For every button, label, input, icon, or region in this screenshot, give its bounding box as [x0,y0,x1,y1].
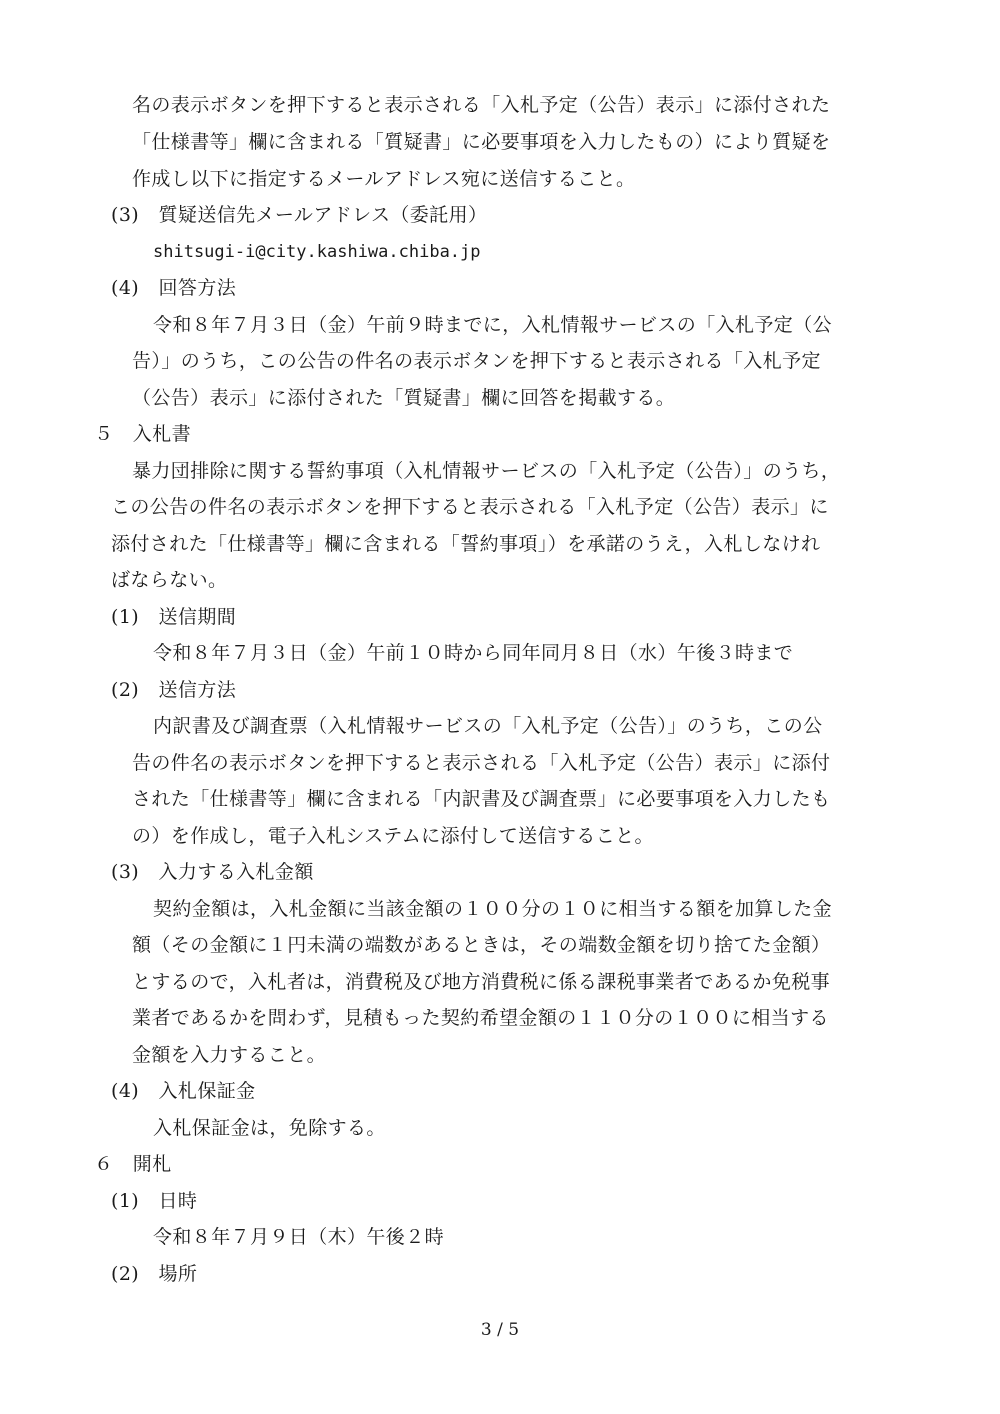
body-text-line: 令和８年７月３日（金）午前９時までに，入札情報サービスの「入札予定（公 [153,314,833,336]
body-text-line: 令和８年７月３日（金）午前１０時から同年同月８日（水）午後３時まで [153,642,794,664]
body-text-line: された「仕様書等」欄に含まれる「内訳書及び調査票」に必要事項を入力したも [132,788,831,810]
body-text-line: 業者であるかを問わず，見積もった契約希望金額の１１０分の１００に相当する [132,1007,829,1029]
body-text-line: 名の表示ボタンを押下すると表示される「入札予定（公告）表示」に添付された [132,94,831,116]
subsection-heading: (4) 回答方法 [111,277,237,299]
subsection-heading: (3) 入力する入札金額 [111,861,314,883]
body-text-line: 告）」のうち，この公告の件名の表示ボタンを押下すると表示される「入札予定 [132,350,821,372]
email-address: shitsugi-i@city.kashiwa.chiba.jp [153,242,481,262]
subsection-heading: (4) 入札保証金 [111,1080,256,1102]
subsection-heading: (1) 送信期間 [111,606,237,628]
body-text-line: 契約金額は，入札金額に当該金額の１００分の１０に相当する額を加算した金 [153,898,833,920]
body-text-line: この公告の件名の表示ボタンを押下すると表示される「入札予定（公告）表示」に [111,496,829,518]
body-text-line: 添付された「仕様書等」欄に含まれる「誓約事項」）を承諾のうえ，入札しなけれ [111,533,821,555]
body-text-line: 「仕様書等」欄に含まれる「質疑書」に必要事項を入力したもの）により質疑を [132,131,831,153]
section-heading: ５ 入札書 [94,423,192,445]
subsection-heading: (1) 日時 [111,1190,198,1212]
body-text-line: 内訳書及び調査票（入札情報サービスの「入札予定（公告）」のうち，この公 [153,715,823,737]
body-text-line: 令和８年７月９日（木）午後２時 [153,1226,445,1248]
body-text-line: 暴力団排除に関する誓約事項（入札情報サービスの「入札予定（公告）」のうち， [132,460,841,482]
body-text-line: 告の件名の表示ボタンを押下すると表示される「入札予定（公告）表示」に添付 [132,752,831,774]
body-text-line: 入札保証金は，免除する。 [153,1117,386,1139]
body-text-line: とするので，入札者は，消費税及び地方消費税に係る課税事業者であるか免税事 [132,971,831,993]
body-text-line: ばならない。 [111,569,228,591]
body-text-line: 作成し以下に指定するメールアドレス宛に送信すること。 [132,168,636,190]
subsection-heading: (2) 場所 [111,1263,198,1285]
body-text-line: 金額を入力すること。 [132,1044,327,1066]
subsection-heading: (3) 質疑送信先メールアドレス（委託用） [111,204,488,226]
body-text-line: （公告）表示」に添付された「質疑書」欄に回答を掲載する。 [132,387,676,409]
subsection-heading: (2) 送信方法 [111,679,237,701]
section-heading: ６ 開札 [94,1153,172,1175]
body-text-line: 額（その金額に１円未満の端数があるときは，その端数金額を切り捨てた金額） [132,934,831,956]
page-number: 3 / 5 [480,1320,520,1340]
body-text-line: の）を作成し，電子入札システムに添付して送信すること。 [132,825,654,847]
